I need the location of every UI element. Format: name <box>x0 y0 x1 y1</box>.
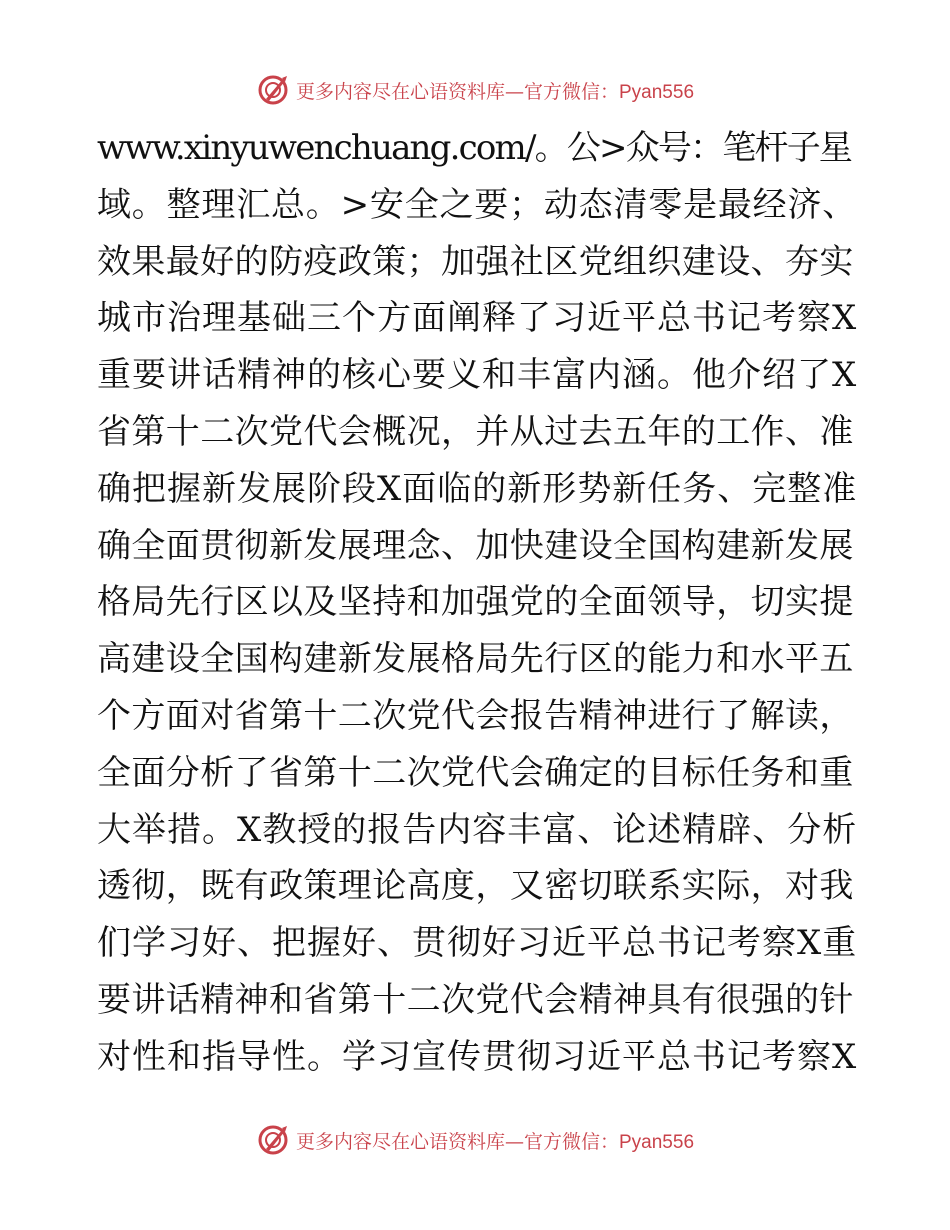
quill-logo-icon <box>256 73 290 107</box>
header-banner-title: 更多内容尽在心语资料库 <box>295 80 505 103</box>
header-banner-dash: — <box>504 80 524 103</box>
footer-banner-dash: — <box>504 1130 524 1153</box>
body-line: 确全面贯彻新发展理念、加快建设全国构建新发展 <box>97 525 854 566</box>
document-body <box>97 120 857 1086</box>
footer-banner-inner <box>256 1123 694 1157</box>
body-line: 确把握新发展阶段X面临的新形势新任务、完整准 <box>97 468 858 509</box>
body-line: www.xinyuwenchuang.com/。公>众号：笔杆子星 <box>97 128 852 168</box>
body-line: 对性和指导性。学习宣传贯彻习近平总书记考察X <box>97 1036 858 1077</box>
header-banner-inner <box>256 73 694 107</box>
body-line: 效果最好的防疫政策；加强社区党组织建设、夯实 <box>97 241 854 282</box>
header-banner-contact-label: 官方微信： <box>523 80 619 103</box>
header-banner-text <box>296 77 694 104</box>
body-line: 高建设全国构建新发展格局先行区的能力和水平五 <box>97 639 854 680</box>
body-line: 大举措。X教授的报告内容丰富、论述精辟、分析 <box>97 809 858 850</box>
body-line: 省第十二次党代会概况，并从过去五年的工作、准 <box>97 411 854 452</box>
body-line: 透彻，既有政策理论高度，又密切联系实际，对我 <box>97 866 854 907</box>
header-banner-contact-id: Pyan556 <box>619 81 695 103</box>
body-line: 们学习好、把握好、贯彻好习近平总书记考察X重 <box>97 923 858 964</box>
header-banner <box>0 70 950 110</box>
footer-banner <box>0 1120 950 1160</box>
body-line: 个方面对省第十二次党代会报告精神进行了解读， <box>97 695 854 736</box>
body-line: 城市治理基础三个方面阐释了习近平总书记考察X <box>97 298 858 339</box>
footer-banner-contact-label: 官方微信： <box>523 1130 619 1153</box>
quill-logo-icon <box>256 1123 290 1157</box>
footer-banner-title: 更多内容尽在心语资料库 <box>295 1130 505 1153</box>
body-line: 重要讲话精神的核心要义和丰富内涵。他介绍了X <box>97 355 858 396</box>
body-line: 要讲话精神和省第十二次党代会精神具有很强的针 <box>97 979 854 1020</box>
body-line: 格局先行区以及坚持和加强党的全面领导，切实提 <box>97 582 854 623</box>
body-line: 全面分析了省第十二次党代会确定的目标任务和重 <box>97 752 854 793</box>
footer-banner-text <box>296 1127 694 1154</box>
footer-banner-contact-id: Pyan556 <box>619 1131 695 1153</box>
body-line: 域。整理汇总。>安全之要；动态清零是最经济、 <box>97 184 858 225</box>
